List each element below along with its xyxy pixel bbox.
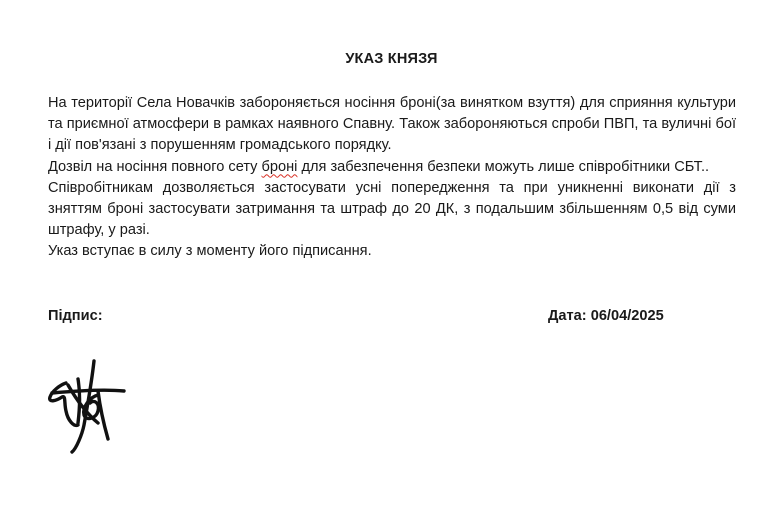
spellcheck-flagged-word[interactable]: броні [261,158,298,175]
handwritten-signature-icon [44,355,130,455]
date-value: 06/04/2025 [590,308,664,324]
paragraph-permission-start: Дозвіл на носіння повного сету [48,158,262,175]
paragraph-effective: Указ вступає в силу з моменту його підписання. [48,243,372,260]
paragraph-enforcement: Співробітникам дозволяється застосувати усні попередження та при уникненні виконати дії з зняттям броні застосувати затримання та штраф до 20 ДК, з подальшим збільшенням 0,5 від суми штрафу, у разі. [48,179,736,239]
signature-label: Підпис: [48,308,103,324]
paragraph-prohibition: На території Села Новачків забороняється носіння броні(за винятком взуття) для сприяння культури та приємної атмосфери в рамках наявного Спавну. Також забороняються спроби ПВП, та вуличні бої і дії пов'язані з порушенням громадського порядку. [48,95,736,154]
paragraph-permission-end: для забезпечення безпеки можуть лише співробітники СБТ.. [297,158,710,175]
document-title: УКАЗ КНЯЗЯ [345,51,438,67]
document-body [48,93,736,263]
paragraph-permission [48,157,736,178]
date-label: Дата: [548,308,587,324]
date-row [548,308,664,324]
